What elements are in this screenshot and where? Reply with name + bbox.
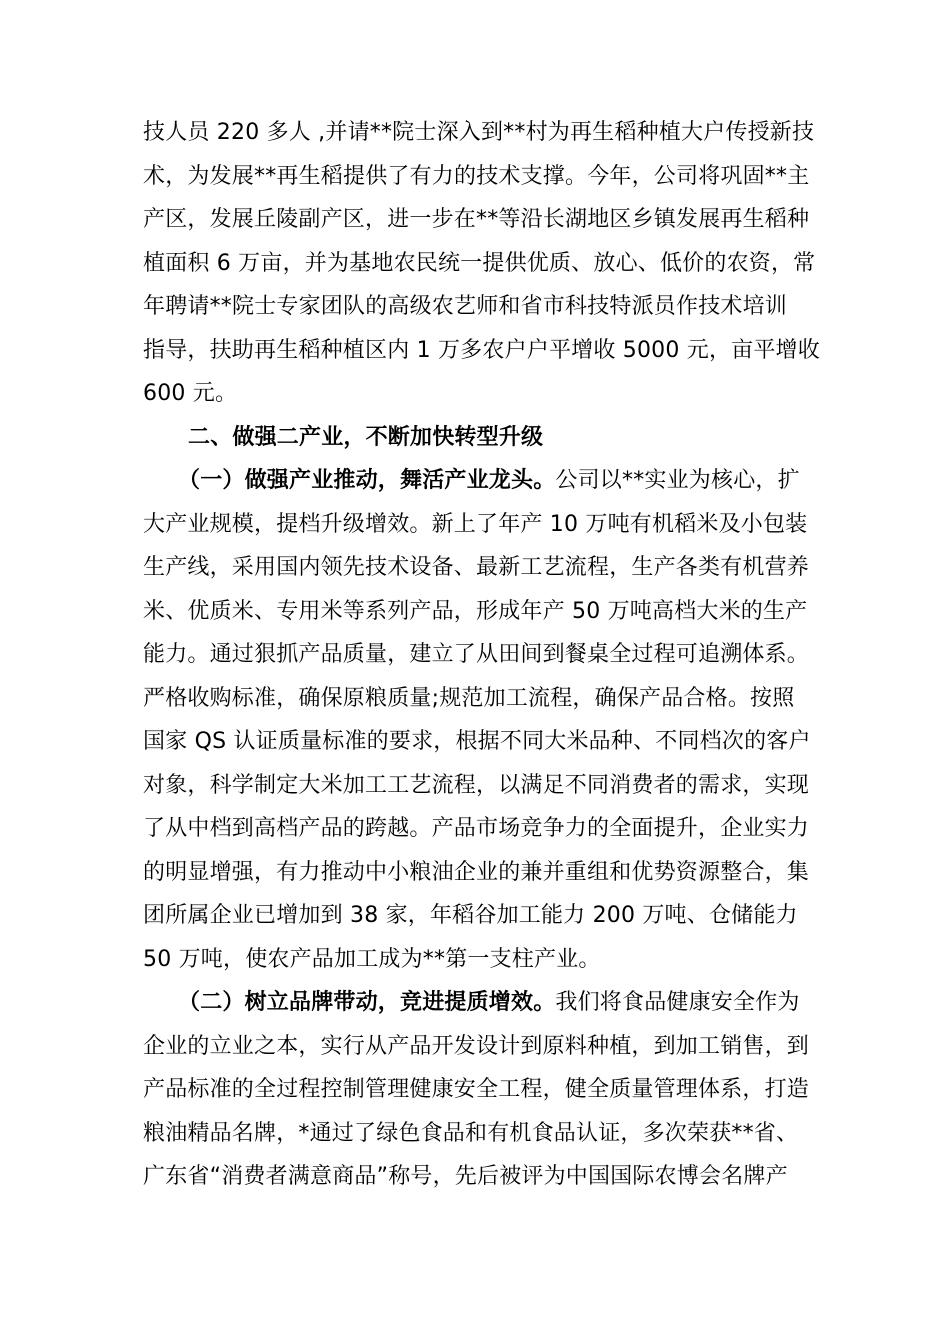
subsection-title: （一）做强产业推动，舞活产业龙头。 — [178, 468, 556, 493]
body-text-line: 粮油精品名牌，*通过了绿色食品和有机食品认证，多次荣获**省、 — [143, 1121, 799, 1146]
body-text-line: 600 元。 — [143, 381, 238, 406]
body-text-line: 产品标准的全过程控制管理健康安全工程，健全质量管理体系，打造 — [143, 1077, 810, 1102]
body-text-line: 年聘请**院士专家团队的高级农艺师和省市科技特派员作技术培训 — [143, 294, 788, 319]
body-text-line: 产区，发展丘陵副产区，进一步在**等沿长湖地区乡镇发展再生稻种 — [143, 207, 810, 232]
body-text-line: 对象，科学制定大米加工工艺流程，以满足不同消费者的需求，实现 — [143, 773, 810, 798]
body-text-line: 国家 QS 认证质量标准的要求，根据不同大米品种、不同档次的客户 — [143, 729, 811, 754]
body-text-line: 植面积 6 万亩，并为基地农民统一提供优质、放心、低价的农资，常 — [143, 251, 816, 276]
subsection-title: （二）树立品牌带动，竞进提质增效。 — [178, 990, 556, 1015]
body-text-line: 指导，扶助再生稻种植区内 1 万多农户户平增收 5000 元，亩平增收 — [143, 338, 820, 363]
body-text-line: 了从中档到高档产品的跨越。产品市场竞争力的全面提升，企业实力 — [143, 816, 810, 841]
body-text-run: 我们将食品健康安全作为 — [555, 990, 800, 1015]
body-text-line: 术，为发展**再生稻提供了有力的技术支撑。今年，公司将巩固**主 — [143, 164, 810, 189]
body-text-line: 能力。通过狠抓产品质量，建立了从田间到餐桌全过程可追溯体系。 — [143, 642, 810, 667]
section-heading: 二、做强二产业，不断加快转型升级 — [188, 425, 544, 450]
body-text-line: 严格收购标准，确保原粮质量;规范加工流程，确保产品合格。按照 — [143, 686, 795, 711]
body-text-line: 50 万吨，使农产品加工成为**第一支柱产业。 — [143, 947, 601, 972]
body-text-line: 米、优质米、专用米等系列产品，形成年产 50 万吨高档大米的生产 — [143, 599, 808, 624]
body-text-line: 的明显增强，有力推动中小粮油企业的兼并重组和优势资源整合，集 — [143, 860, 810, 885]
body-text-run: 公司以**实业为核心，扩 — [555, 468, 800, 493]
body-text-line: 广东省“消费者满意商品”称号，先后被评为中国国际农博会名牌产 — [143, 1164, 788, 1189]
body-text-line: 大产业规模，提档升级增效。新上了年产 10 万吨有机稻米及小包装 — [143, 512, 808, 537]
body-text-line: 企业的立业之本，实行从产品开发设计到原料种植，到加工销售，到 — [143, 1034, 810, 1059]
body-text-line: 生产线，采用国内领先技术设备、最新工艺流程，生产各类有机营养 — [143, 555, 810, 580]
subsection-paragraph-start — [178, 988, 800, 1018]
body-text-line: 团所属企业已增加到 38 家，年稻谷加工能力 200 万吨、仓储能力 — [143, 903, 798, 928]
body-text-line: 技人员 220 多人 ,并请**院士深入到**村为再生稻种植大户传授新技 — [143, 120, 815, 145]
subsection-paragraph-start — [178, 466, 800, 496]
